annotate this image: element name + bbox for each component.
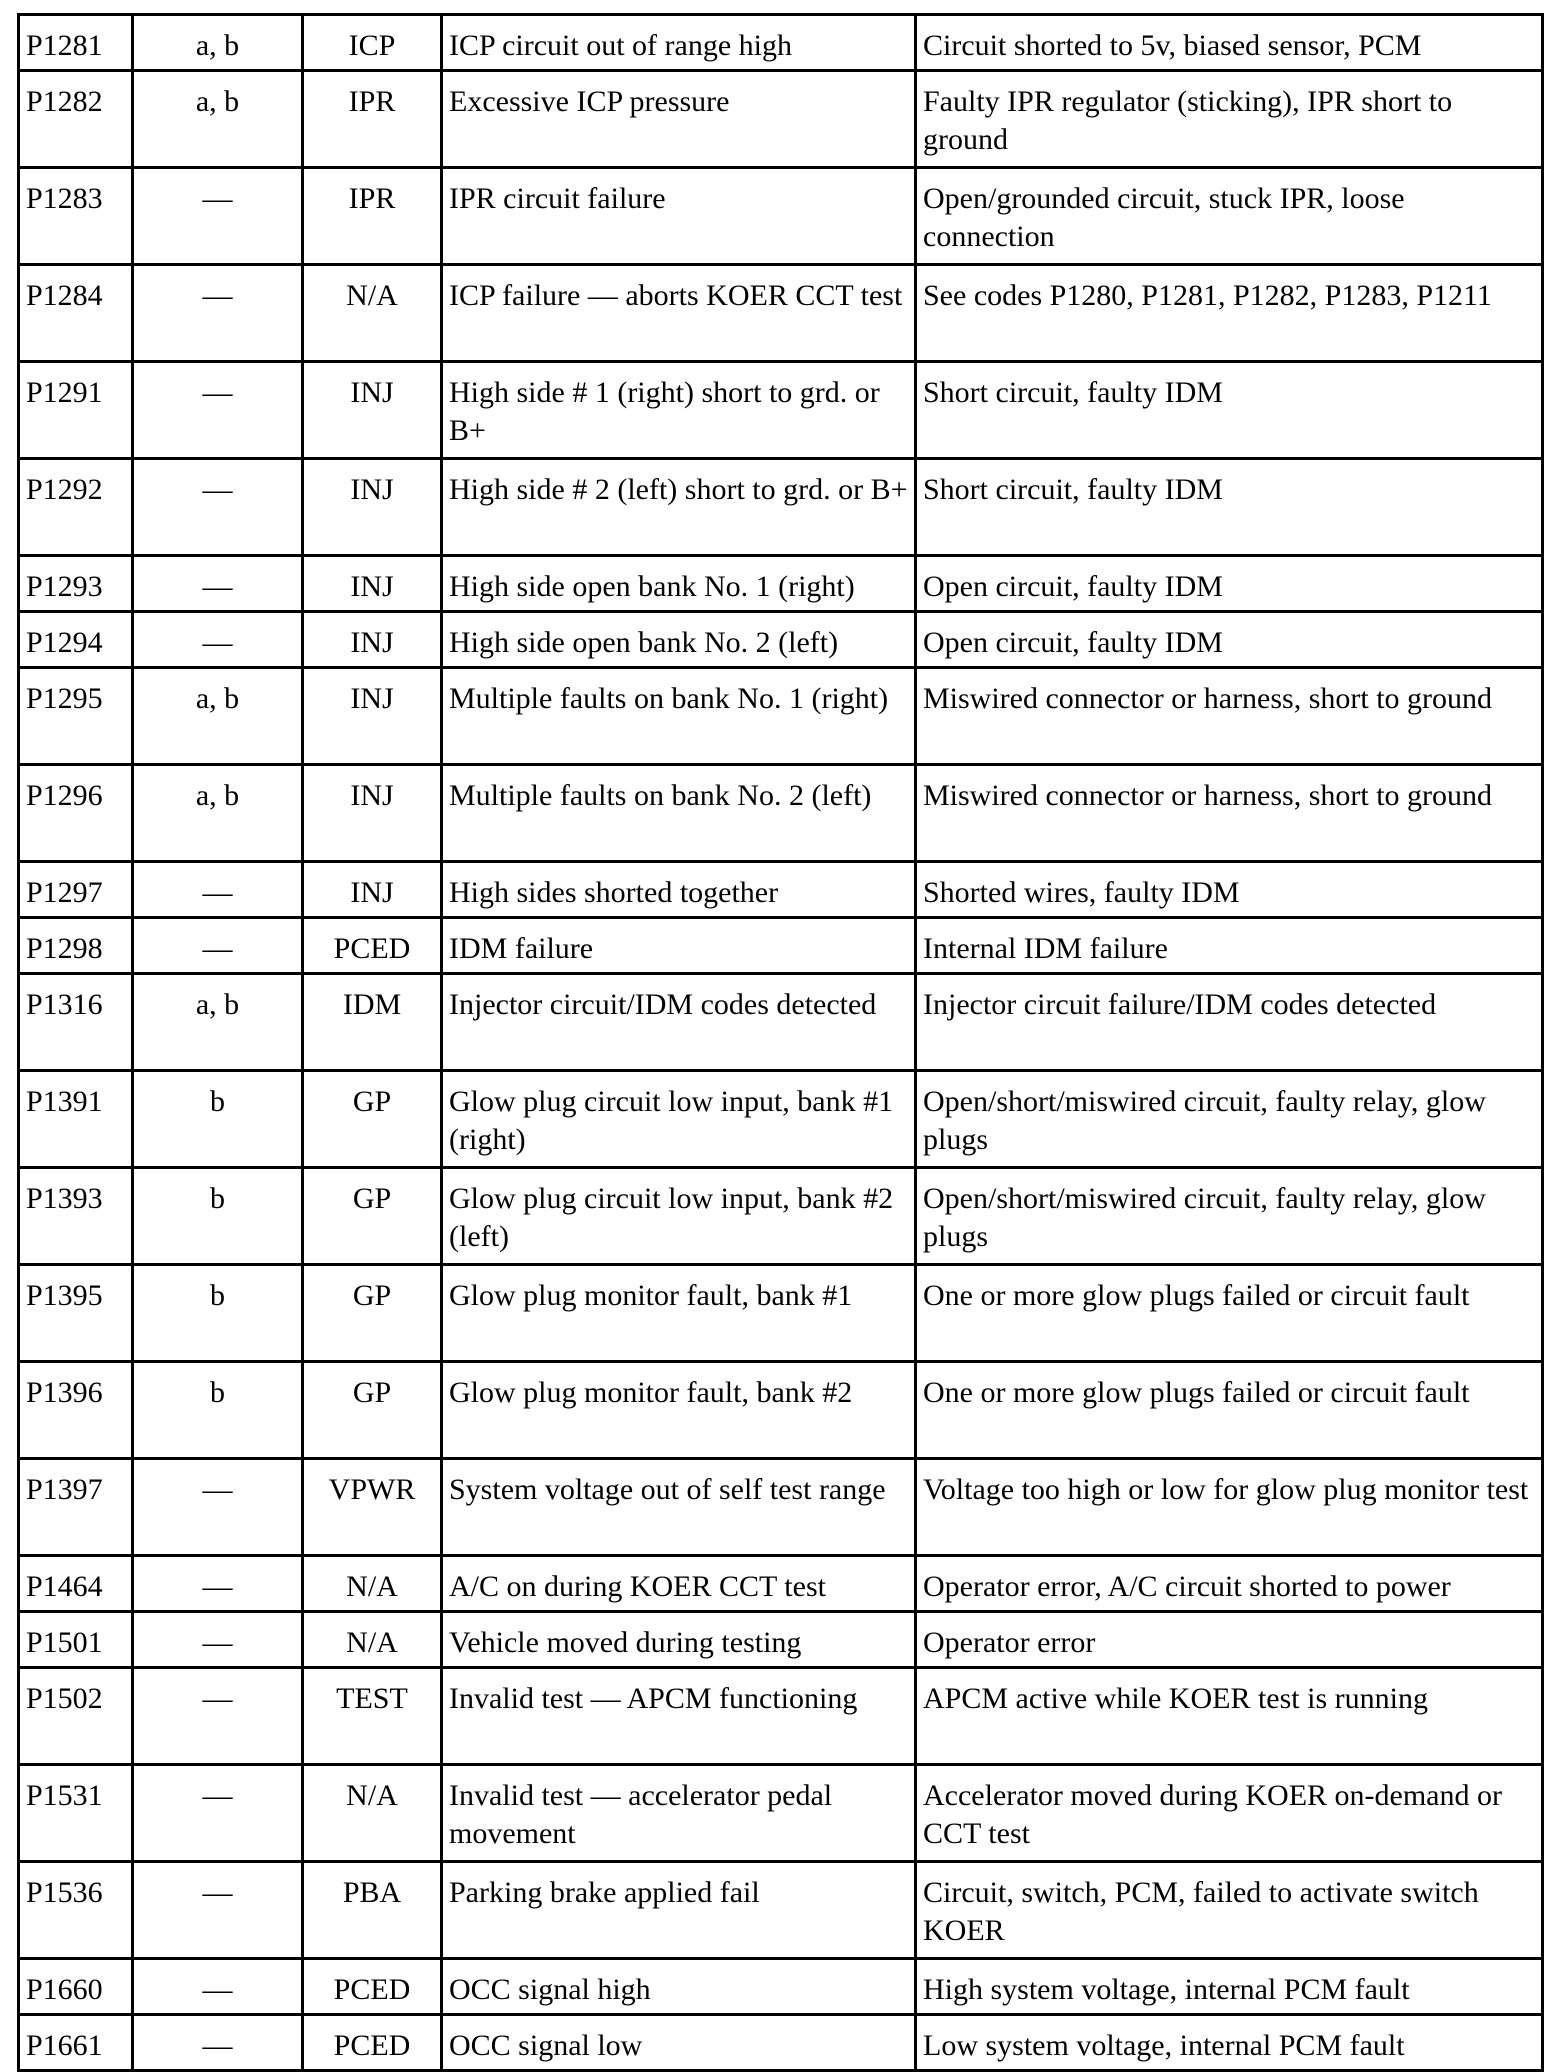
- description-cell: High side open bank No. 1 (right): [442, 556, 916, 612]
- table-row: [19, 265, 1543, 362]
- description-cell: OCC signal high: [442, 1959, 916, 2015]
- description-cell: Excessive ICP pressure: [442, 71, 916, 168]
- condition-cell: a, b: [133, 974, 303, 1071]
- description-cell: Injector circuit/IDM codes detected: [442, 974, 916, 1071]
- table-row: [19, 71, 1543, 168]
- table-row: [19, 556, 1543, 612]
- description-cell: Invalid test — accelerator pedal movement: [442, 1765, 916, 1862]
- code-cell: P1292: [19, 459, 133, 556]
- code-cell: P1393: [19, 1168, 133, 1265]
- table-row: [19, 362, 1543, 459]
- cause-cell: Shorted wires, faulty IDM: [916, 862, 1543, 918]
- code-cell: P1298: [19, 918, 133, 974]
- table-row: [19, 168, 1543, 265]
- code-cell: P1501: [19, 1612, 133, 1668]
- table-row: [19, 765, 1543, 862]
- table-body: [19, 15, 1543, 2071]
- system-cell: VPWR: [303, 1459, 442, 1556]
- description-cell: IDM failure: [442, 918, 916, 974]
- condition-cell: —: [133, 2015, 303, 2071]
- condition-cell: b: [133, 1265, 303, 1362]
- code-cell: P1283: [19, 168, 133, 265]
- condition-cell: —: [133, 1668, 303, 1765]
- code-cell: P1281: [19, 15, 133, 71]
- table-row: [19, 2015, 1543, 2071]
- cause-cell: Internal IDM failure: [916, 918, 1543, 974]
- table-row: [19, 612, 1543, 668]
- cause-cell: See codes P1280, P1281, P1282, P1283, P1211: [916, 265, 1543, 362]
- description-cell: High side open bank No. 2 (left): [442, 612, 916, 668]
- condition-cell: —: [133, 862, 303, 918]
- description-cell: System voltage out of self test range: [442, 1459, 916, 1556]
- system-cell: GP: [303, 1071, 442, 1168]
- table-row: [19, 974, 1543, 1071]
- description-cell: Multiple faults on bank No. 1 (right): [442, 668, 916, 765]
- description-cell: Glow plug monitor fault, bank #2: [442, 1362, 916, 1459]
- system-cell: ICP: [303, 15, 442, 71]
- cause-cell: Open/grounded circuit, stuck IPR, loose connection: [916, 168, 1543, 265]
- cause-cell: One or more glow plugs failed or circuit fault: [916, 1265, 1543, 1362]
- description-cell: A/C on during KOER CCT test: [442, 1556, 916, 1612]
- system-cell: GP: [303, 1168, 442, 1265]
- condition-cell: a, b: [133, 71, 303, 168]
- condition-cell: —: [133, 1959, 303, 2015]
- code-cell: P1316: [19, 974, 133, 1071]
- system-cell: INJ: [303, 862, 442, 918]
- description-cell: Multiple faults on bank No. 2 (left): [442, 765, 916, 862]
- code-cell: P1531: [19, 1765, 133, 1862]
- description-cell: Glow plug monitor fault, bank #1: [442, 1265, 916, 1362]
- table-row: [19, 1612, 1543, 1668]
- condition-cell: —: [133, 459, 303, 556]
- system-cell: PCED: [303, 1959, 442, 2015]
- description-cell: IPR circuit failure: [442, 168, 916, 265]
- cause-cell: Circuit shorted to 5v, biased sensor, PCM: [916, 15, 1543, 71]
- system-cell: GP: [303, 1362, 442, 1459]
- table-row: [19, 1668, 1543, 1765]
- table-row: [19, 918, 1543, 974]
- cause-cell: Voltage too high or low for glow plug monitor test: [916, 1459, 1543, 1556]
- system-cell: N/A: [303, 1765, 442, 1862]
- code-cell: P1396: [19, 1362, 133, 1459]
- cause-cell: Short circuit, faulty IDM: [916, 362, 1543, 459]
- cause-cell: Miswired connector or harness, short to ground: [916, 668, 1543, 765]
- code-cell: P1464: [19, 1556, 133, 1612]
- table-row: [19, 1959, 1543, 2015]
- cause-cell: High system voltage, internal PCM fault: [916, 1959, 1543, 2015]
- description-cell: Invalid test — APCM functioning: [442, 1668, 916, 1765]
- code-cell: P1297: [19, 862, 133, 918]
- cause-cell: Operator error: [916, 1612, 1543, 1668]
- table-row: [19, 1362, 1543, 1459]
- description-cell: ICP failure — aborts KOER CCT test: [442, 265, 916, 362]
- cause-cell: Circuit, switch, PCM, failed to activate switch KOER: [916, 1862, 1543, 1959]
- description-cell: OCC signal low: [442, 2015, 916, 2071]
- description-cell: Glow plug circuit low input, bank #1 (right): [442, 1071, 916, 1168]
- system-cell: INJ: [303, 765, 442, 862]
- description-cell: Parking brake applied fail: [442, 1862, 916, 1959]
- table-row: [19, 15, 1543, 71]
- code-cell: P1395: [19, 1265, 133, 1362]
- system-cell: N/A: [303, 265, 442, 362]
- system-cell: TEST: [303, 1668, 442, 1765]
- code-cell: P1660: [19, 1959, 133, 2015]
- system-cell: N/A: [303, 1556, 442, 1612]
- system-cell: IPR: [303, 71, 442, 168]
- description-cell: Glow plug circuit low input, bank #2 (left): [442, 1168, 916, 1265]
- table-row: [19, 1765, 1543, 1862]
- code-cell: P1502: [19, 1668, 133, 1765]
- condition-cell: —: [133, 1612, 303, 1668]
- cause-cell: Open circuit, faulty IDM: [916, 556, 1543, 612]
- cause-cell: Open circuit, faulty IDM: [916, 612, 1543, 668]
- condition-cell: a, b: [133, 668, 303, 765]
- trouble-code-table: [17, 13, 1544, 2072]
- system-cell: INJ: [303, 668, 442, 765]
- table-row: [19, 668, 1543, 765]
- system-cell: PBA: [303, 1862, 442, 1959]
- cause-cell: APCM active while KOER test is running: [916, 1668, 1543, 1765]
- condition-cell: —: [133, 1556, 303, 1612]
- cause-cell: One or more glow plugs failed or circuit fault: [916, 1362, 1543, 1459]
- system-cell: INJ: [303, 459, 442, 556]
- system-cell: N/A: [303, 1612, 442, 1668]
- condition-cell: —: [133, 612, 303, 668]
- table-row: [19, 459, 1543, 556]
- condition-cell: —: [133, 1862, 303, 1959]
- cause-cell: Low system voltage, internal PCM fault: [916, 2015, 1543, 2071]
- cause-cell: Miswired connector or harness, short to ground: [916, 765, 1543, 862]
- table-row: [19, 862, 1543, 918]
- cause-cell: Short circuit, faulty IDM: [916, 459, 1543, 556]
- table-row: [19, 1071, 1543, 1168]
- condition-cell: —: [133, 556, 303, 612]
- table-row: [19, 1168, 1543, 1265]
- code-cell: P1397: [19, 1459, 133, 1556]
- system-cell: INJ: [303, 612, 442, 668]
- code-cell: P1291: [19, 362, 133, 459]
- description-cell: ICP circuit out of range high: [442, 15, 916, 71]
- condition-cell: —: [133, 362, 303, 459]
- code-cell: P1295: [19, 668, 133, 765]
- cause-cell: Injector circuit failure/IDM codes detected: [916, 974, 1543, 1071]
- code-cell: P1661: [19, 2015, 133, 2071]
- table-row: [19, 1265, 1543, 1362]
- code-cell: P1536: [19, 1862, 133, 1959]
- cause-cell: Faulty IPR regulator (sticking), IPR short to ground: [916, 71, 1543, 168]
- code-cell: P1293: [19, 556, 133, 612]
- description-cell: High side # 2 (left) short to grd. or B+: [442, 459, 916, 556]
- condition-cell: —: [133, 918, 303, 974]
- condition-cell: b: [133, 1362, 303, 1459]
- system-cell: GP: [303, 1265, 442, 1362]
- system-cell: PCED: [303, 2015, 442, 2071]
- system-cell: PCED: [303, 918, 442, 974]
- code-cell: P1282: [19, 71, 133, 168]
- cause-cell: Open/short/miswired circuit, faulty relay, glow plugs: [916, 1168, 1543, 1265]
- description-cell: High side # 1 (right) short to grd. or B+: [442, 362, 916, 459]
- code-cell: P1294: [19, 612, 133, 668]
- description-cell: Vehicle moved during testing: [442, 1612, 916, 1668]
- cause-cell: Operator error, A/C circuit shorted to power: [916, 1556, 1543, 1612]
- description-cell: High sides shorted together: [442, 862, 916, 918]
- condition-cell: a, b: [133, 765, 303, 862]
- condition-cell: —: [133, 168, 303, 265]
- system-cell: INJ: [303, 362, 442, 459]
- code-cell: P1391: [19, 1071, 133, 1168]
- code-cell: P1284: [19, 265, 133, 362]
- table-row: [19, 1862, 1543, 1959]
- system-cell: IPR: [303, 168, 442, 265]
- condition-cell: a, b: [133, 15, 303, 71]
- condition-cell: —: [133, 1765, 303, 1862]
- system-cell: INJ: [303, 556, 442, 612]
- system-cell: IDM: [303, 974, 442, 1071]
- condition-cell: b: [133, 1071, 303, 1168]
- code-cell: P1296: [19, 765, 133, 862]
- cause-cell: Open/short/miswired circuit, faulty relay, glow plugs: [916, 1071, 1543, 1168]
- table-row: [19, 1556, 1543, 1612]
- table-row: [19, 1459, 1543, 1556]
- condition-cell: —: [133, 1459, 303, 1556]
- condition-cell: b: [133, 1168, 303, 1265]
- condition-cell: —: [133, 265, 303, 362]
- cause-cell: Accelerator moved during KOER on-demand or CCT test: [916, 1765, 1543, 1862]
